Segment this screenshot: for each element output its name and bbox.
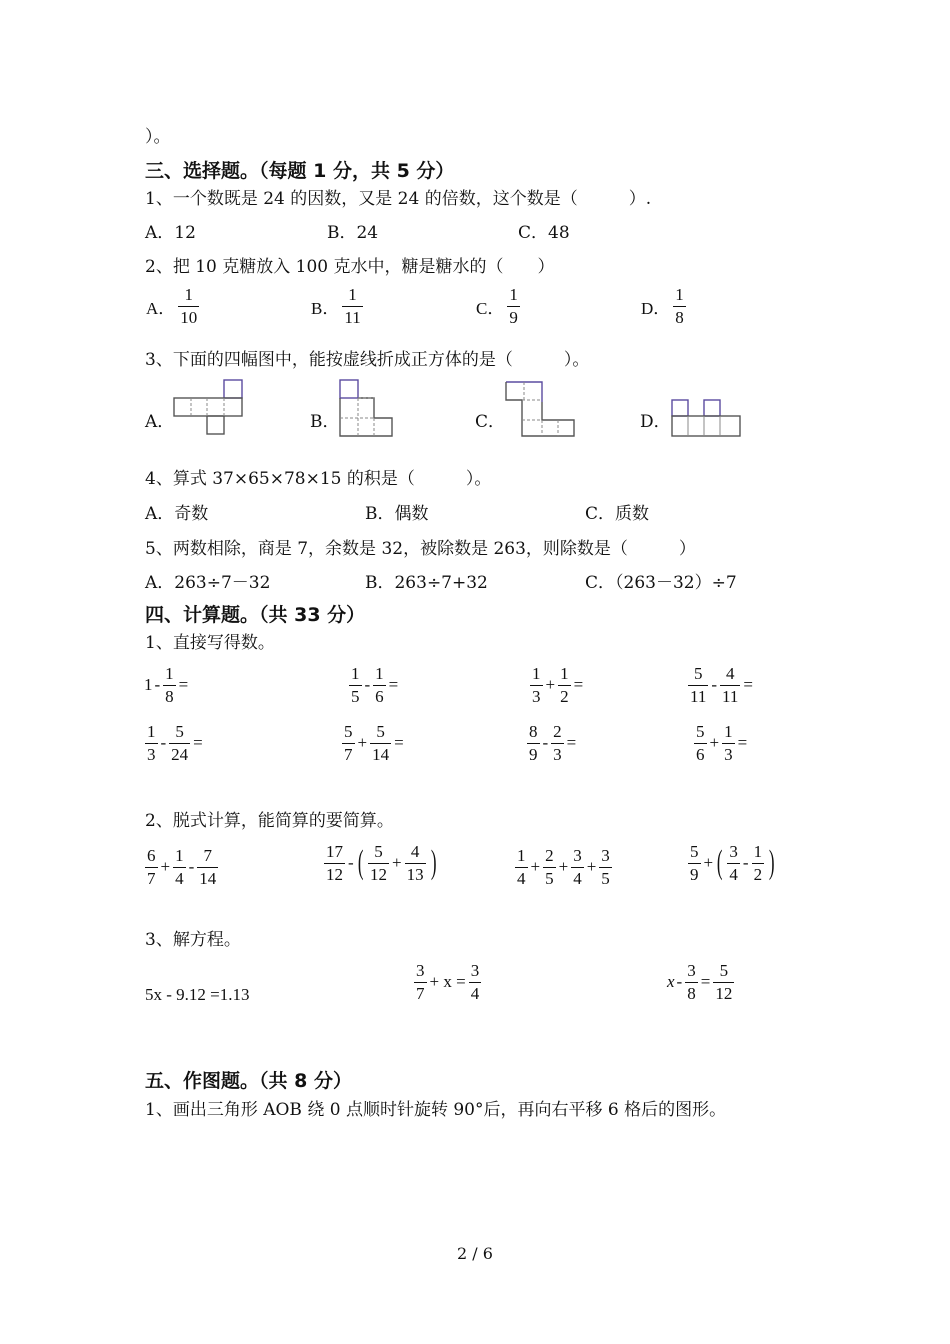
q2-option-d: D． $\frac{1}{8}$ (641, 285, 684, 327)
section4-title: 四、计算题。（共 33 分） (145, 604, 366, 626)
q2-option-b: B． $\frac{1}{11}$ (311, 285, 361, 327)
calc-4: $\frac{5}{9}$ + ( $\frac{3}{4}$ - $\frac{1}{2}$ ) (690, 842, 775, 884)
cube-net-c (502, 378, 580, 442)
q5-option-c: C．（263－32）÷7 (585, 573, 737, 593)
q1-option-c: C．48 (518, 223, 570, 243)
q3-option-a-label: A． (145, 412, 175, 432)
calc-3: $\frac{1}{4}$ + $\frac{2}{5}$ + $\frac{3}{4}$ + $\frac{3}{5}$ (517, 846, 610, 888)
expr-8: $\frac{5}{6}$ + $\frac{1}{3}$ = (696, 722, 748, 764)
cube-net-b (336, 378, 396, 440)
q3-option-c-label: C． (475, 412, 506, 432)
q4-text: 4、算式 37×65×78×15 的积是（ ）。 (145, 469, 492, 489)
sub2-text: 2、脱式计算，能简算的要简算。 (145, 811, 394, 831)
section5-q1: 1、画出三角形 AOB 绕 0 点顺时针旋转 90°后，再向右平移 6 格后的图形。 (145, 1100, 727, 1120)
q4-option-a: A．奇数 (145, 504, 209, 524)
expr-2: $\frac{1}{5}$ - $\frac{1}{6}$ = (351, 664, 399, 706)
q2-option-c: C． $\frac{1}{9}$ (476, 285, 518, 327)
calc-1: $\frac{6}{7}$ + $\frac{1}{4}$ - $\frac{7}{14}$ (147, 846, 217, 888)
q3-text: 3、下面的四幅图中，能按虚线折成正方体的是（ ）。 (145, 350, 590, 370)
expr-1: 1 - $\frac{1}{8}$ = (144, 664, 189, 706)
cube-net-a (170, 378, 246, 440)
expr-5: $\frac{1}{3}$ - $\frac{5}{24}$ = (147, 722, 203, 764)
expr-6: $\frac{5}{7}$ + $\frac{5}{14}$ = (344, 722, 404, 764)
q2-option-a: A． $\frac{1}{10}$ (146, 285, 198, 327)
q2-text: 2、把 10 克糖放入 100 克水中，糖是糖水的（ ） (145, 257, 555, 277)
section3-title: 三、选择题。（每题 1 分，共 5 分） (145, 160, 455, 182)
cube-net-d (668, 396, 744, 440)
sub3-text: 3、解方程。 (145, 930, 241, 950)
q4-option-b: B．偶数 (365, 504, 429, 524)
sub1-text: 1、直接写得数。 (145, 633, 275, 653)
equation-3: x - $\frac{3}{8}$ = $\frac{5}{12}$ (667, 961, 733, 1003)
q3-option-d-label: D． (640, 412, 671, 432)
q4-option-c: C．质数 (585, 504, 650, 524)
q5-option-b: B．263÷7+32 (365, 573, 488, 593)
expr-3: $\frac{1}{3}$ + $\frac{1}{2}$ = (532, 664, 584, 706)
section5-title: 五、作图题。（共 8 分） (145, 1070, 352, 1092)
calc-2: $\frac{17}{12}$ - ( $\frac{5}{12}$ + $\frac{4}{13}$ ) (326, 842, 437, 884)
q5-text: 5、两数相除，商是 7，余数是 32，被除数是 263，则除数是（ ） (145, 539, 696, 559)
equation-2: $\frac{3}{7}$ + x = $\frac{3}{4}$ (416, 961, 480, 1003)
q1-option-a: A．12 (145, 223, 196, 243)
q5-option-a: A．263÷7－32 (145, 573, 271, 593)
equation-1: 5x - 9.12 =1.13 (145, 985, 250, 1004)
top-fragment: ）。 (145, 127, 171, 147)
q1-text: 1、一个数既是 24 的因数，又是 24 的倍数，这个数是（ ）. (145, 189, 652, 209)
expr-4: $\frac{5}{11}$ - $\frac{4}{11}$ = (690, 664, 754, 706)
page-number: 2 / 6 (457, 1244, 493, 1263)
q1-option-b: B．24 (327, 223, 379, 243)
expr-7: $\frac{8}{9}$ - $\frac{2}{3}$ = (529, 722, 577, 764)
q3-option-b-label: B． (310, 412, 340, 432)
